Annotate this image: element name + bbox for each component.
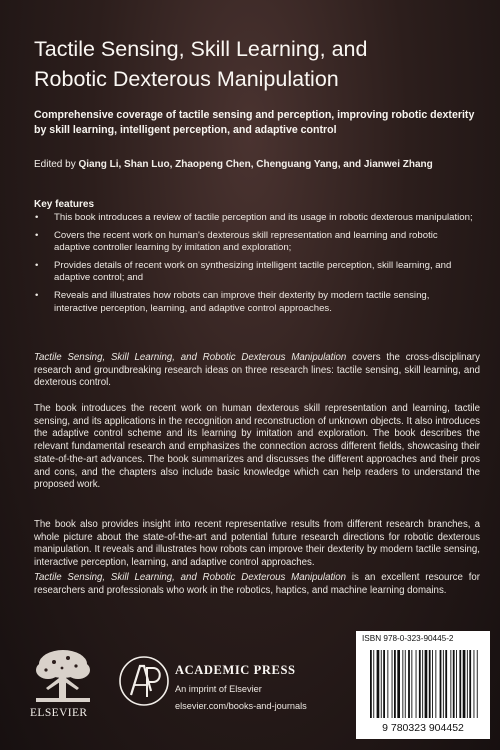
barcode-bar <box>408 650 410 718</box>
barcode-bar <box>381 650 382 718</box>
book-title <box>34 34 474 94</box>
editors-prefix: Edited by <box>34 159 79 170</box>
barcode-bar <box>445 650 447 718</box>
barcode-bar <box>477 650 478 718</box>
barcode-bar <box>456 650 457 718</box>
barcode-bar <box>467 650 468 718</box>
barcode-bar <box>373 650 374 718</box>
barcode-bar <box>377 650 380 718</box>
key-feature-item: • Covers the recent work on human's dexterous skill representation and learning and robotic adaptive controller learning by imitation and exploration; <box>35 229 438 254</box>
barcode-bar <box>440 650 442 718</box>
description-paragraph-3: The book also provides insight into recent representative results from different research branches, a whole picture about the state-of-the-art and potential future research directions for robotic dexterous manipulation. It reveals and illustrates how robots can improve their dexterity by modern tactile sensing, interactive perception, learning, and adaptive control approaches. <box>34 519 480 569</box>
barcode-bar <box>469 650 471 718</box>
publisher-url[interactable]: elsevier.com/books-and-journals <box>175 701 307 711</box>
title-line-2: Robotic Dexterous Manipulation <box>34 67 339 91</box>
bullet-icon: • <box>35 259 39 271</box>
barcode-bar <box>419 650 421 718</box>
barcode-bar <box>394 650 396 718</box>
book-subtitle: Comprehensive coverage of tactile sensing and perception, improving robotic dexterity by skill learning, intelligent perception, and adaptive control <box>34 109 475 136</box>
imprint-text: An imprint of Elsevier <box>175 684 262 694</box>
description-paragraph-2: The book introduces the recent work on human dexterous skill representation and learning, tactile sensing, and its applications in the recognition and reconstruction of unknown objects. It also introduces the adaptive control scheme and its learning by imitation and exploration. The book describes the relevant fundamental research and emphasizes the connection across different fields, showcasing their state-of-the-art advances. The book summarizes and discusses the different approaches and their pros and cons, and the chapters also include basic knowledge which can help readers to understand the proposed work. <box>34 403 480 491</box>
description-paragraph-1: Tactile Sensing, Skill Learning, and Robotic Dexterous Manipulation covers the cross-disciplinary research and groundbreaking research ideas on three research lines: tactile sensing, skill learning, and dexterous control. <box>34 352 480 389</box>
barcode-bar <box>432 650 433 718</box>
barcode-bar <box>370 650 372 718</box>
isbn-barcode-box <box>356 631 490 739</box>
barcode-bar <box>459 650 461 718</box>
bullet-icon: • <box>35 229 39 241</box>
editors-names: Qiang Li, Shan Luo, Zhaopeng Chen, Chenguang Yang, and Jianwei Zhang <box>78 159 433 170</box>
key-features-title: Key features <box>34 199 95 210</box>
barcode-bar <box>402 650 403 718</box>
barcode-bar <box>463 650 466 718</box>
editors-line <box>34 159 474 170</box>
bullet-icon: • <box>35 289 39 301</box>
barcode-bar <box>411 650 412 718</box>
barcode-bar <box>392 650 393 718</box>
barcode-bar <box>453 650 455 718</box>
barcode-bar <box>450 650 451 718</box>
elsevier-wordmark: ELSEVIER <box>30 707 88 719</box>
academic-press-ap-logo-icon <box>118 655 170 707</box>
key-feature-item: • Reveals and illustrates how robots can improve their dexterity by modern tactile sensing, interactive perception, learning, and adaptive control approaches. <box>35 289 430 314</box>
barcode-bar <box>383 650 385 718</box>
elsevier-tree-logo-icon <box>32 648 94 708</box>
academic-press-name: ACADEMIC PRESS <box>175 663 296 677</box>
barcode-bar <box>387 650 388 718</box>
description-paragraph-4: Tactile Sensing, Skill Learning, and Robotic Dexterous Manipulation is an excellent resource for researchers and professionals who work in the robotics, haptics, and machine learning domains. <box>34 572 480 596</box>
bullet-icon: • <box>35 212 39 223</box>
isbn-text: ISBN 978-0-323-90445-2 <box>362 634 454 643</box>
key-feature-item: • This book introduces a review of tactile perception and its usage in robotic dexterous manipulation; <box>35 212 473 223</box>
barcode-bar <box>429 650 431 718</box>
barcode-bar <box>443 650 444 718</box>
barcode-digits: 9 780323 904452 <box>382 722 464 734</box>
key-feature-item: • Provides details of recent work on synthesizing intelligent tactile perception, skill learning, and adaptive control; and <box>35 259 452 284</box>
key-features-list <box>34 212 474 320</box>
title-line-1: Tactile Sensing, Skill Learning, and <box>34 37 368 61</box>
barcode-bar <box>397 650 400 718</box>
barcode-bar <box>405 650 406 718</box>
barcode-bar <box>416 650 417 718</box>
barcode-bar <box>474 650 475 718</box>
barcode-bar <box>435 650 436 718</box>
barcode-bar <box>425 650 428 718</box>
barcode-icon <box>360 648 486 736</box>
barcode-bar <box>422 650 423 718</box>
